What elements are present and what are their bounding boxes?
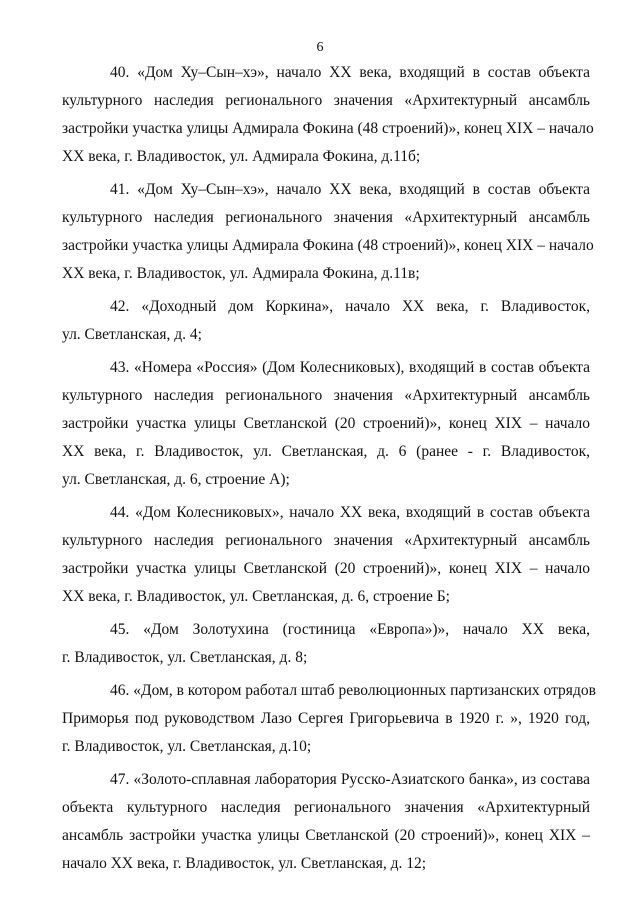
text-line: объекта культурного наследия регионального значения «Архитектурный	[62, 799, 590, 816]
list-item-47	[62, 766, 590, 878]
text-line: г. Владивосток, ул. Светланская, д.10;	[62, 738, 312, 755]
text-line: 43. «Номера «Россия» (Дом Колесниковых), входящий в состав объекта	[110, 359, 590, 376]
text-line: г. Владивосток, ул. Светланская, д. 8;	[62, 649, 308, 666]
list-item-40	[62, 59, 594, 171]
list-item-41	[62, 176, 594, 288]
text-line: 47. «Золото-сплавная лаборатория Русско-Азиатского банка», из состава	[110, 771, 590, 788]
text-line: культурного наследия регионального значения «Архитектурный ансамбль	[62, 532, 590, 549]
text-line: культурного наследия регионального значения «Архитектурный ансамбль	[62, 387, 590, 404]
text-line: ул. Светланская, д. 6, строение А);	[62, 471, 290, 488]
text-line: 40. «Дом Ху–Сын–хэ», начало XX века, входящий в состав объекта	[110, 64, 590, 81]
list-item-46	[62, 677, 596, 761]
text-line: 44. «Дом Колесниковых», начало XX века, входящий в состав объекта	[110, 504, 590, 521]
text-line: XX века, г. Владивосток, ул. Адмирала Фокина, д.11б;	[62, 148, 421, 165]
document-body	[62, 59, 596, 883]
text-line: XX века, г. Владивосток, ул. Светланская, д. 6 (ранее - г. Владивосток,	[62, 443, 590, 460]
page-number: 6	[316, 40, 324, 55]
text-line: застройки участка улицы Светланской (20 строений)», конец XIX – начало	[62, 415, 590, 432]
text-line: 46. «Дом, в котором работал штаб революционных партизанских отрядов	[110, 682, 596, 699]
text-line: XX века, г. Владивосток, ул. Светланская, д. 6, строение Б;	[62, 588, 450, 605]
text-line: XX века, г. Владивосток, ул. Адмирала Фокина, д.11в;	[62, 265, 420, 282]
text-line: начало XX века, г. Владивосток, ул. Светланская, д. 12;	[62, 855, 427, 872]
text-line: 42. «Доходный дом Коркина», начало XX века, г. Владивосток,	[110, 298, 590, 315]
list-item-42	[62, 293, 590, 349]
text-line: 45. «Дом Золотухина (гостиница «Европа»)», начало XX века,	[110, 621, 590, 638]
text-line: культурного наследия регионального значения «Архитектурный ансамбль	[62, 92, 590, 109]
text-line: Приморья под руководством Лазо Сергея Григорьевича в 1920 г. », 1920 год,	[62, 710, 590, 727]
list-item-44	[62, 499, 590, 611]
text-line: ул. Светланская, д. 4;	[62, 326, 202, 343]
text-line: застройки участка улицы Светланской (20 строений)», конец XIX – начало	[62, 560, 590, 577]
list-item-43	[62, 354, 590, 494]
text-line: 41. «Дом Ху–Сын–хэ», начало XX века, входящий в состав объекта	[110, 181, 590, 198]
list-item-45	[62, 616, 590, 672]
text-line: культурного наследия регионального значения «Архитектурный ансамбль	[62, 209, 590, 226]
text-line: застройки участка улицы Адмирала Фокина (48 строений)», конец XIX – начало	[62, 120, 594, 137]
text-line: ансамбль застройки участка улицы Светланской (20 строений)», конец XIX –	[62, 827, 590, 844]
text-line: застройки участка улицы Адмирала Фокина (48 строений)», конец XIX – начало	[62, 237, 594, 254]
